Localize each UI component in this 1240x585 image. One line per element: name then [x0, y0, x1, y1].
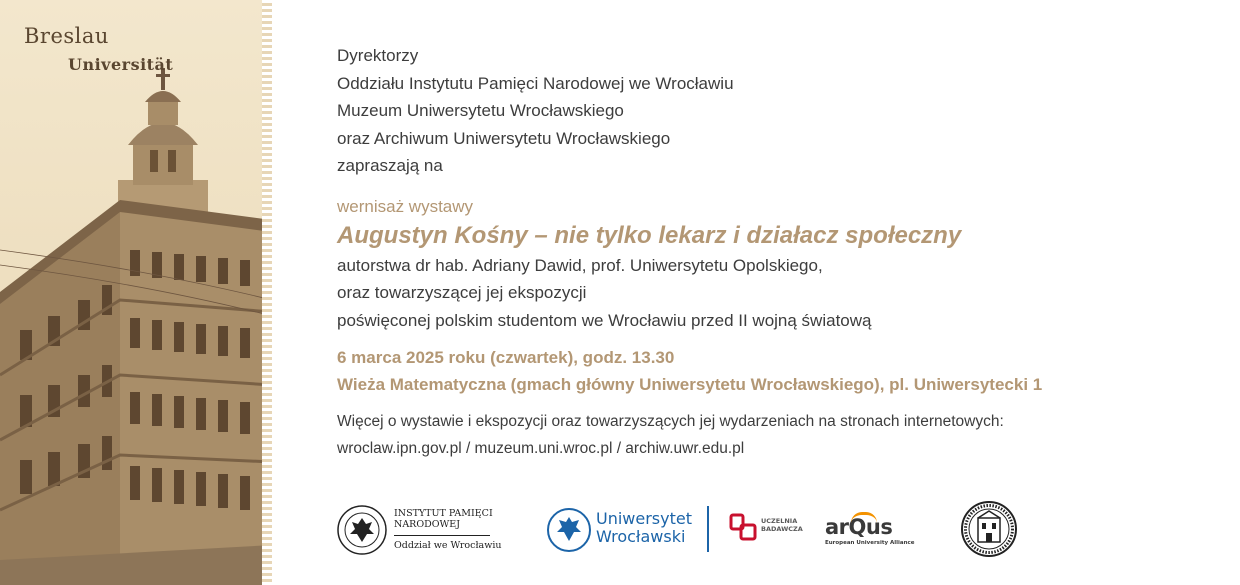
museum-seal-logo[interactable] [960, 500, 1020, 560]
exhibition-title: Augustyn Kośny – nie tylko lekarz i działacz społeczny [337, 221, 962, 249]
vintage-postcard [0, 0, 272, 585]
event-type: wernisaż wystawy [337, 196, 474, 216]
partner-logos [336, 500, 1036, 560]
university-building-illustration [0, 0, 272, 585]
uwr-divider [707, 506, 709, 552]
ipn-logo[interactable] [336, 500, 506, 560]
author-line-1: autorstwa dr hab. Adriany Dawid, prof. Uniwersytetu Opolskiego, [337, 255, 823, 275]
uwr-line-2: Wrocławski [596, 527, 686, 546]
host-ipn: Oddziału Instytutu Pamięci Narodowej we Wrocławiu [337, 73, 734, 93]
website-links[interactable]: wroclaw.ipn.gov.pl / muzeum.uni.wroc.pl / archiw.uwr.edu.pl [337, 439, 745, 457]
author-line-3: poświęconej polskim studentom we Wrocławiu przed II wojną światową [337, 310, 872, 330]
ipn-line-3: Oddział we Wrocławiu [394, 540, 502, 551]
invitation-text [337, 42, 1217, 462]
uwr-line-1: Uniwersytet [596, 509, 692, 528]
postcard-title-universitat: Universität [68, 55, 174, 74]
author-line-2: oraz towarzyszącej jej ekspozycji [337, 283, 587, 302]
event-date-time: 6 marca 2025 roku (czwartek), godz. 13.30 [337, 348, 675, 367]
uczelnia-badawcza-logo[interactable] [729, 500, 809, 560]
arqus-name: arQus [825, 515, 893, 539]
ipn-line-1: INSTYTUT PAMIĘCI [394, 508, 493, 519]
ipn-emblem-icon [336, 504, 388, 556]
ipn-line-2: NARODOWEJ [394, 519, 461, 530]
arqus-logo[interactable] [825, 500, 935, 560]
ub-text [761, 518, 803, 533]
host-museum: Muzeum Uniwersytetu Wrocławskiego [337, 101, 624, 120]
uwr-eagle-icon [546, 507, 592, 553]
hosts-intro: Dyrektorzy [337, 46, 419, 65]
ub-line-2: BADAWCZA [761, 524, 803, 533]
ub-mark-icon [729, 513, 759, 543]
uwr-text [596, 510, 692, 546]
postcard-perforated-edge [262, 0, 272, 585]
arqus-subtitle: European University Alliance [825, 540, 915, 546]
arqus-arc-icon [851, 512, 877, 523]
host-archive: oraz Archiwum Uniwersytetu Wrocławskiego [337, 128, 671, 148]
invite-phrase: zapraszają na [337, 156, 443, 175]
ub-line-1: UCZELNIA [761, 517, 798, 525]
postcard-title-breslau: Breslau [24, 24, 109, 48]
ipn-text [394, 508, 501, 551]
more-info-text: Więcej o wystawie i ekspozycji oraz towarzyszących jej wydarzeniach na stronach internetowych: [337, 412, 1004, 430]
museum-seal-icon [960, 500, 1018, 558]
event-venue: Wieża Matematyczna (gmach główny Uniwersytetu Wrocławskiego), pl. Uniwersytecki 1 [337, 375, 1043, 394]
uwr-logo[interactable] [546, 500, 716, 560]
